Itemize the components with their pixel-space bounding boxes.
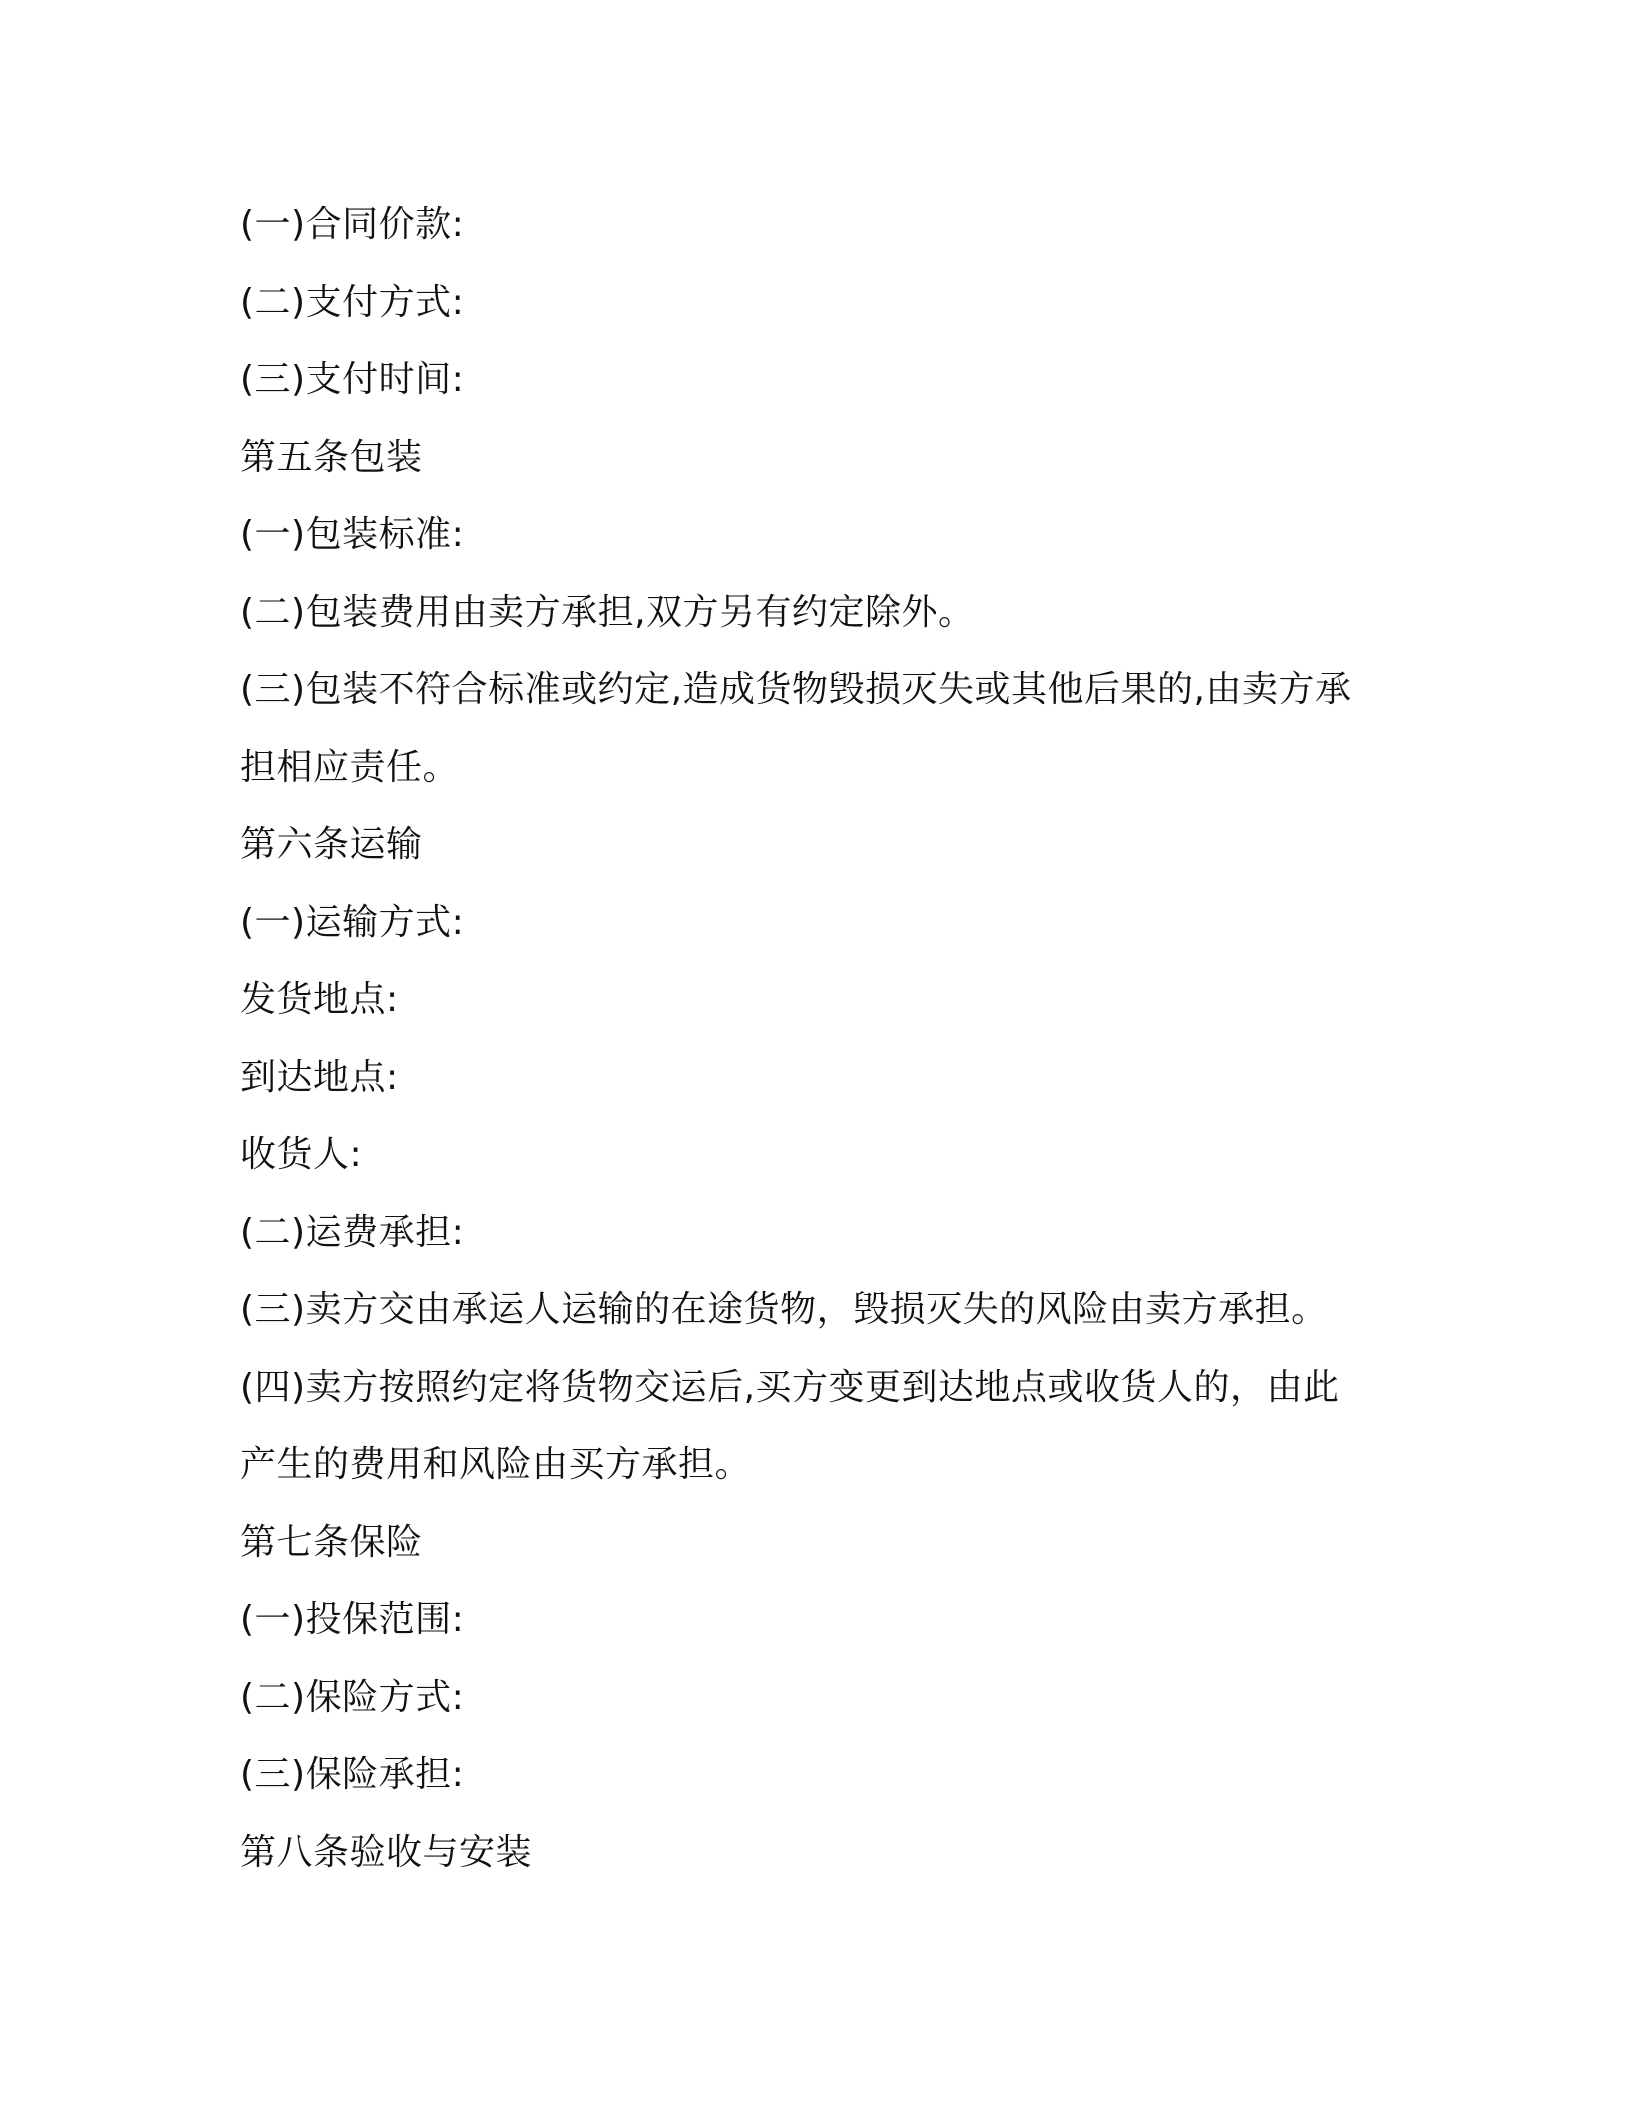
article-6-heading: 第六条运输 — [240, 824, 423, 865]
field-arrival-place: 到达地点: — [240, 1056, 399, 1098]
clause-freight-cost: (二)运费承担: — [240, 1211, 465, 1253]
clause-contract-price: (一)合同价款: — [240, 204, 465, 245]
clause-change-destination: (四)卖方按照约定将货物交运后,买方变更到达地点或收货人的，由此 — [240, 1366, 1340, 1408]
article-7-heading: 第七条保险 — [240, 1521, 423, 1563]
clause-payment-time: (三)支付时间: — [240, 359, 465, 400]
field-shipping-place: 发货地点: — [240, 979, 399, 1020]
clause-payment-method: (二)支付方式: — [240, 281, 465, 323]
document-body — [240, 186, 1380, 1891]
article-8-heading: 第八条验收与安装 — [240, 1831, 533, 1873]
clause-change-destination-cont: 产生的费用和风险由买方承担。 — [240, 1444, 752, 1485]
clause-packaging-liability: (三)包装不符合标准或约定,造成货物毁损灭失或其他后果的,由卖方承 — [240, 669, 1352, 710]
article-5-heading: 第五条包装 — [240, 436, 423, 478]
clause-transport-method: (一)运输方式: — [240, 901, 465, 943]
clause-packaging-liability-cont: 担相应责任。 — [240, 746, 460, 788]
clause-insurance-scope: (一)投保范围: — [240, 1599, 465, 1640]
clause-insurance-method: (二)保险方式: — [240, 1676, 465, 1718]
clause-packaging-cost: (二)包装费用由卖方承担,双方另有约定除外。 — [240, 591, 975, 633]
clause-packaging-standard: (一)包装标准: — [240, 514, 465, 555]
clause-transit-risk: (三)卖方交由承运人运输的在途货物，毁损灭失的风险由卖方承担。 — [240, 1289, 1328, 1330]
clause-insurance-bearer: (三)保险承担: — [240, 1754, 465, 1795]
field-consignee: 收货人: — [240, 1134, 363, 1175]
